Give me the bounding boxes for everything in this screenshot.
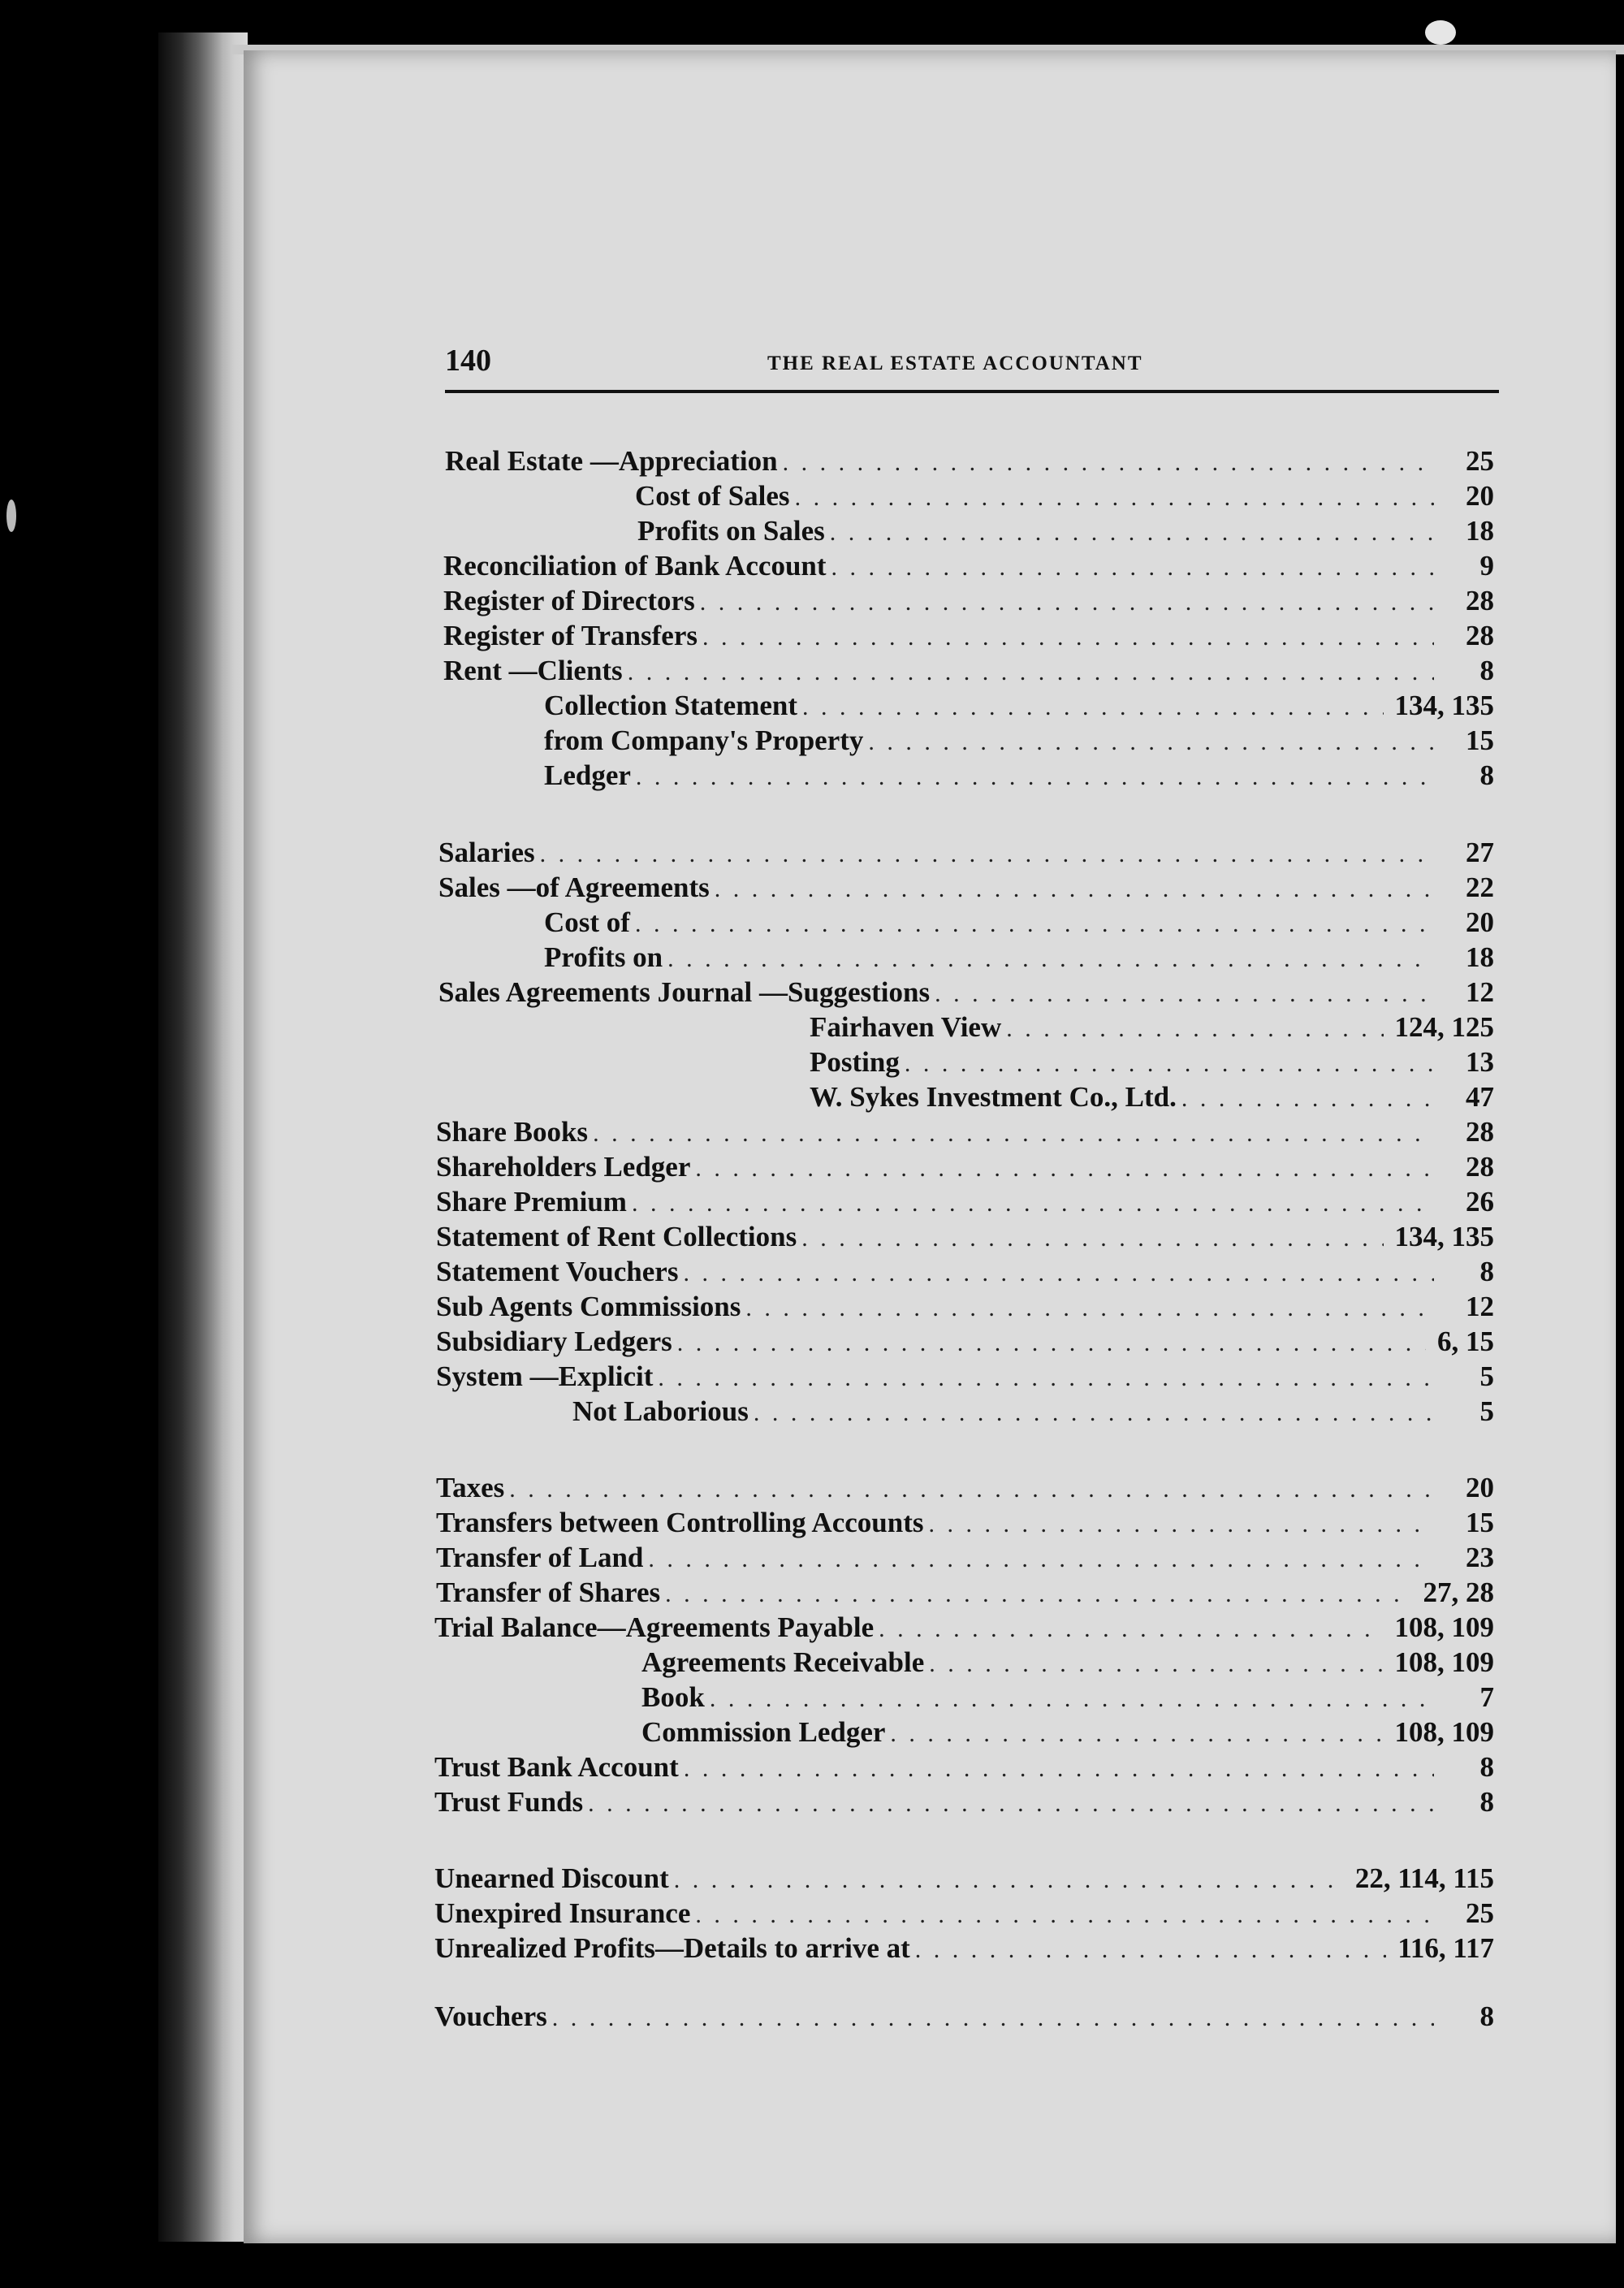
dot-leader xyxy=(801,1225,1383,1252)
dot-leader xyxy=(683,1260,1434,1287)
entry-page-numbers: 18 xyxy=(1466,941,1494,973)
entry-page-numbers: 134, 135 xyxy=(1394,690,1494,721)
index-entry xyxy=(443,585,1494,621)
entry-label: Book xyxy=(641,1681,705,1713)
dot-leader xyxy=(879,1615,1383,1643)
dot-leader xyxy=(648,1546,1434,1573)
dot-leader xyxy=(915,1936,1387,1964)
entry-label: Sub Agents Commissions xyxy=(436,1291,741,1322)
index-entry xyxy=(635,480,1494,516)
entry-page-numbers: 28 xyxy=(1466,585,1494,616)
dot-leader xyxy=(593,1120,1434,1148)
entry-label: Cost of Sales xyxy=(635,480,790,512)
index-entry xyxy=(544,690,1494,725)
entry-page-numbers: 15 xyxy=(1466,1507,1494,1538)
dot-leader xyxy=(935,980,1434,1008)
entry-page-numbers: 6, 15 xyxy=(1437,1326,1494,1357)
entry-label: Salaries xyxy=(438,837,535,868)
entry-label: Agreements Receivable xyxy=(641,1646,925,1678)
entry-page-numbers: 26 xyxy=(1466,1186,1494,1218)
index-entry xyxy=(810,1046,1494,1082)
index-entry xyxy=(436,1360,1494,1396)
entry-label: Taxes xyxy=(436,1472,505,1503)
entry-page-numbers: 5 xyxy=(1479,1360,1494,1392)
index-entry xyxy=(637,515,1494,551)
entry-label: Profits on Sales xyxy=(637,515,825,547)
index-entry xyxy=(436,1326,1494,1361)
entry-page-numbers: 18 xyxy=(1466,515,1494,547)
entry-label: Trust Funds xyxy=(434,1786,584,1818)
entry-page-numbers: 20 xyxy=(1466,1472,1494,1503)
entry-page-numbers: 13 xyxy=(1466,1046,1494,1078)
entry-label: Collection Statement xyxy=(544,690,798,721)
entry-page-numbers: 25 xyxy=(1466,445,1494,477)
entry-page-numbers: 5 xyxy=(1479,1395,1494,1427)
index-entry xyxy=(544,906,1494,942)
dot-leader xyxy=(588,1790,1434,1818)
index-entry xyxy=(544,724,1494,760)
entry-page-numbers: 12 xyxy=(1466,1291,1494,1322)
entry-label: Ledger xyxy=(544,759,631,791)
index-entry xyxy=(436,1221,1494,1256)
dot-leader xyxy=(635,910,1434,938)
index-entry xyxy=(434,1932,1494,1968)
dot-leader xyxy=(632,1190,1434,1218)
index-entry xyxy=(434,1897,1494,1933)
entry-page-numbers: 134, 135 xyxy=(1394,1221,1494,1252)
dot-leader xyxy=(831,554,1434,582)
index-entry xyxy=(438,976,1494,1012)
entry-label: Fairhaven View xyxy=(810,1011,1002,1043)
dot-leader xyxy=(830,519,1434,547)
entry-page-numbers: 108, 109 xyxy=(1394,1646,1494,1678)
entry-label: Transfers between Controlling Accounts xyxy=(436,1507,924,1538)
dot-leader xyxy=(783,449,1434,477)
entry-label: Real Estate —Appreciation xyxy=(445,445,778,477)
index-entry xyxy=(810,1011,1494,1047)
index-entry xyxy=(810,1081,1494,1117)
dot-leader xyxy=(700,589,1434,616)
dot-leader xyxy=(665,1581,1411,1608)
entry-page-numbers: 25 xyxy=(1466,1897,1494,1929)
entry-label: Transfer of Shares xyxy=(436,1577,661,1608)
entry-label: Trust Bank Account xyxy=(434,1751,679,1783)
dot-leader xyxy=(552,2005,1434,2032)
entry-page-numbers: 23 xyxy=(1466,1542,1494,1573)
entry-label: Register of Transfers xyxy=(443,620,698,651)
entry-label: Profits on xyxy=(544,941,663,973)
dot-leader xyxy=(710,1685,1434,1713)
entry-page-numbers: 8 xyxy=(1479,2000,1494,2032)
index-entry xyxy=(436,1507,1494,1542)
index-entry xyxy=(436,1116,1494,1152)
entry-page-numbers: 108, 109 xyxy=(1394,1611,1494,1643)
dot-leader xyxy=(802,694,1383,721)
dot-leader xyxy=(715,876,1434,903)
dot-leader xyxy=(745,1295,1434,1322)
entry-page-numbers: 20 xyxy=(1466,906,1494,938)
entry-label: Unearned Discount xyxy=(434,1862,669,1894)
entry-page-numbers: 15 xyxy=(1466,724,1494,756)
dot-leader xyxy=(1006,1015,1383,1043)
index-entry xyxy=(436,1256,1494,1291)
entry-page-numbers: 8 xyxy=(1479,1751,1494,1783)
dot-leader xyxy=(628,659,1434,686)
entry-label: W. Sykes Investment Co., Ltd. xyxy=(810,1081,1177,1113)
entry-page-numbers: 22 xyxy=(1466,872,1494,903)
index-entry xyxy=(438,872,1494,907)
entry-page-numbers: 28 xyxy=(1466,1151,1494,1183)
dot-leader xyxy=(667,945,1434,973)
index-entry xyxy=(436,1542,1494,1577)
entry-label: System —Explicit xyxy=(436,1360,654,1392)
dot-leader xyxy=(905,1050,1434,1078)
running-title: THE REAL ESTATE ACCOUNTANT xyxy=(767,352,1143,374)
entry-label: Register of Directors xyxy=(443,585,695,616)
entry-label: Share Premium xyxy=(436,1186,627,1218)
dot-leader xyxy=(540,841,1434,868)
entry-page-numbers: 27 xyxy=(1466,837,1494,868)
entry-page-numbers: 20 xyxy=(1466,480,1494,512)
index-entry xyxy=(572,1395,1494,1431)
entry-page-numbers: 124, 125 xyxy=(1394,1011,1494,1043)
dot-leader xyxy=(702,624,1434,651)
entry-page-numbers: 47 xyxy=(1466,1081,1494,1113)
dot-leader xyxy=(658,1365,1434,1392)
dot-leader xyxy=(890,1720,1383,1748)
dot-leader xyxy=(929,1511,1435,1538)
index-entry xyxy=(436,1577,1494,1612)
dot-leader xyxy=(509,1476,1434,1503)
entry-page-numbers: 28 xyxy=(1466,1116,1494,1148)
dot-leader xyxy=(636,763,1434,791)
index-entry xyxy=(438,837,1494,872)
entry-label: Unrealized Profits—Details to arrive at xyxy=(434,1932,910,1964)
entry-label: Not Laborious xyxy=(572,1395,749,1427)
entry-label: Sales Agreements Journal —Suggestions xyxy=(438,976,931,1008)
entry-page-numbers: 116, 117 xyxy=(1397,1932,1494,1964)
entry-page-numbers: 108, 109 xyxy=(1394,1716,1494,1748)
entry-page-numbers: 8 xyxy=(1479,1256,1494,1287)
entry-page-numbers: 9 xyxy=(1479,550,1494,582)
entry-label: Subsidiary Ledgers xyxy=(436,1326,672,1357)
entry-label: Share Books xyxy=(436,1116,589,1148)
entry-label: Cost of xyxy=(544,906,630,938)
index-entry xyxy=(445,445,1494,481)
entry-label: Reconciliation of Bank Account xyxy=(443,550,827,582)
entry-label: Sales —of Agreements xyxy=(438,872,710,903)
index-entry xyxy=(436,1472,1494,1507)
dot-leader xyxy=(684,1755,1434,1783)
entry-page-numbers: 8 xyxy=(1479,1786,1494,1818)
index-entry xyxy=(443,655,1494,690)
index-entry xyxy=(641,1681,1494,1717)
dot-leader xyxy=(695,1155,1434,1183)
dot-leader xyxy=(929,1650,1383,1678)
dot-leader xyxy=(868,729,1434,756)
index-entry xyxy=(544,941,1494,977)
dot-leader xyxy=(695,1901,1434,1929)
dot-leader xyxy=(754,1399,1434,1427)
index-entry xyxy=(434,1862,1494,1898)
index-entry xyxy=(641,1646,1494,1682)
index-entry xyxy=(443,550,1494,586)
entry-label: Shareholders Ledger xyxy=(436,1151,691,1183)
index-entry xyxy=(544,759,1494,795)
dot-leader xyxy=(674,1866,1344,1894)
entry-label: Statement Vouchers xyxy=(436,1256,679,1287)
index-entry xyxy=(436,1291,1494,1326)
entry-page-numbers: 12 xyxy=(1466,976,1494,1008)
dot-leader xyxy=(677,1330,1426,1357)
index-entry xyxy=(436,1186,1494,1222)
entry-label: from Company's Property xyxy=(544,724,864,756)
dot-leader xyxy=(795,484,1434,512)
entry-label: Commission Ledger xyxy=(641,1716,886,1748)
page-number: 140 xyxy=(445,344,491,378)
index-entry xyxy=(434,1611,1494,1647)
entry-page-numbers: 28 xyxy=(1466,620,1494,651)
entry-page-numbers: 7 xyxy=(1479,1681,1494,1713)
index-entry xyxy=(641,1716,1494,1752)
entry-page-numbers: 8 xyxy=(1479,759,1494,791)
entry-label: Statement of Rent Collections xyxy=(436,1221,797,1252)
index-entry xyxy=(443,620,1494,655)
index-entry xyxy=(436,1151,1494,1187)
entry-label: Rent —Clients xyxy=(443,655,623,686)
dot-leader xyxy=(1181,1085,1434,1113)
entry-label: Unexpired Insurance xyxy=(434,1897,691,1929)
index-entry xyxy=(434,1786,1494,1822)
index-entry xyxy=(434,2000,1494,2036)
entry-label: Transfer of Land xyxy=(436,1542,644,1573)
entry-page-numbers: 8 xyxy=(1479,655,1494,686)
entry-label: Posting xyxy=(810,1046,900,1078)
index-entry xyxy=(434,1751,1494,1787)
entry-page-numbers: 22, 114, 115 xyxy=(1354,1862,1494,1894)
entry-label: Vouchers xyxy=(434,2000,547,2032)
entry-page-numbers: 27, 28 xyxy=(1423,1577,1494,1608)
entry-label: Trial Balance—Agreements Payable xyxy=(434,1611,875,1643)
